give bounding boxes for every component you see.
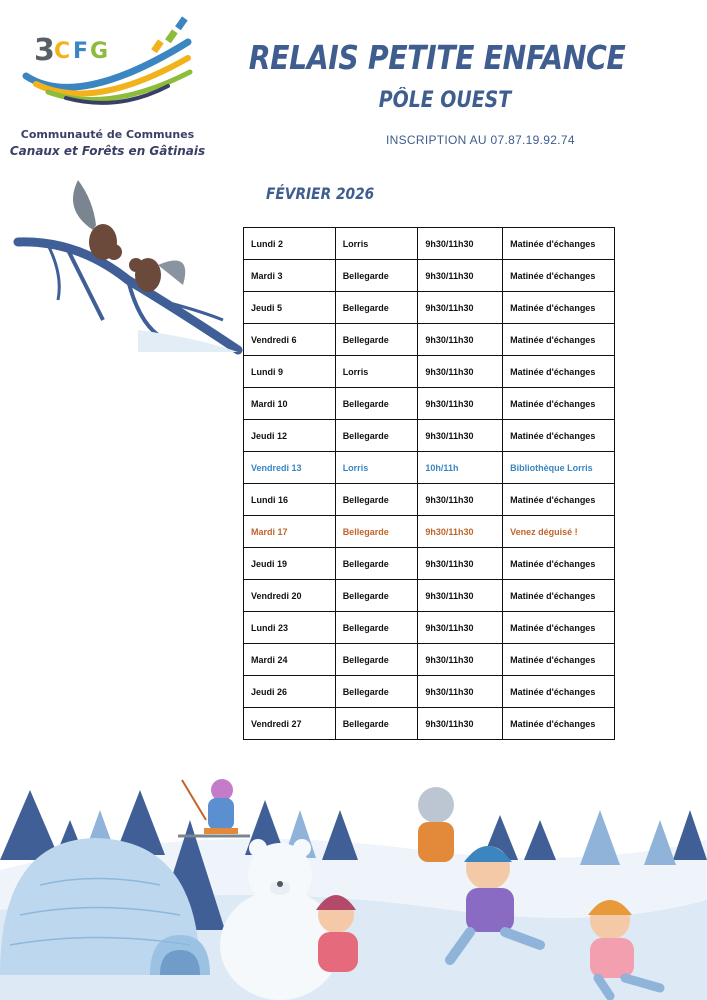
winter-scene-illustration: [0, 760, 707, 1000]
place-cell: Bellegarde: [335, 388, 418, 420]
day-cell: Lundi 9: [244, 356, 336, 388]
time-cell: 9h30/11h30: [418, 484, 503, 516]
day-cell: Vendredi 20: [244, 580, 336, 612]
day-cell: Jeudi 12: [244, 420, 336, 452]
time-cell: 9h30/11h30: [418, 676, 503, 708]
community-name-line1: Communauté de Communes: [20, 128, 195, 141]
table-row: [244, 388, 615, 420]
svg-text:3: 3: [34, 33, 55, 68]
place-cell: Bellegarde: [335, 548, 418, 580]
place-cell: Bellegarde: [335, 708, 418, 740]
place-cell: Bellegarde: [335, 420, 418, 452]
schedule-table: [243, 227, 615, 740]
time-cell: 9h30/11h30: [418, 516, 503, 548]
community-name-line2: Canaux et Forêts en Gâtinais: [9, 144, 206, 158]
time-cell: 9h30/11h30: [418, 644, 503, 676]
activity-cell: Matinée d'échanges: [503, 324, 615, 356]
time-cell: 9h30/11h30: [418, 548, 503, 580]
table-row: [244, 548, 615, 580]
day-cell: Jeudi 26: [244, 676, 336, 708]
table-row: [244, 356, 615, 388]
svg-text:F: F: [73, 39, 89, 64]
place-cell: Bellegarde: [335, 612, 418, 644]
place-cell: Bellegarde: [335, 292, 418, 324]
table-row: [244, 484, 615, 516]
day-cell: Vendredi 13: [244, 452, 336, 484]
time-cell: 9h30/11h30: [418, 420, 503, 452]
inscription-phone: INSCRIPTION AU 07.87.19.92.74: [386, 133, 575, 147]
table-row: [244, 324, 615, 356]
place-cell: Bellegarde: [335, 676, 418, 708]
table-row: [244, 644, 615, 676]
activity-cell: Matinée d'échanges: [503, 708, 615, 740]
day-cell: Vendredi 6: [244, 324, 336, 356]
place-cell: Bellegarde: [335, 484, 418, 516]
table-row: [244, 708, 615, 740]
activity-cell: Matinée d'échanges: [503, 548, 615, 580]
time-cell: 9h30/11h30: [418, 228, 503, 260]
activity-cell: Venez déguisé !: [503, 516, 615, 548]
table-row: [244, 612, 615, 644]
time-cell: 9h30/11h30: [418, 260, 503, 292]
activity-cell: Matinée d'échanges: [503, 260, 615, 292]
time-cell: 9h30/11h30: [418, 324, 503, 356]
day-cell: Lundi 2: [244, 228, 336, 260]
time-cell: 9h30/11h30: [418, 708, 503, 740]
day-cell: Mardi 17: [244, 516, 336, 548]
activity-cell: Matinée d'échanges: [503, 580, 615, 612]
day-cell: Mardi 24: [244, 644, 336, 676]
table-row: [244, 228, 615, 260]
place-cell: Bellegarde: [335, 324, 418, 356]
time-cell: 9h30/11h30: [418, 356, 503, 388]
place-cell: Bellegarde: [335, 516, 418, 548]
time-cell: 9h30/11h30: [418, 388, 503, 420]
activity-cell: Matinée d'échanges: [503, 676, 615, 708]
time-cell: 9h30/11h30: [418, 612, 503, 644]
time-cell: 9h30/11h30: [418, 292, 503, 324]
activity-cell: Matinée d'échanges: [503, 292, 615, 324]
time-cell: 10h/11h: [418, 452, 503, 484]
day-cell: Vendredi 27: [244, 708, 336, 740]
month-heading: FÉVRIER 2026: [266, 184, 375, 203]
day-cell: Lundi 23: [244, 612, 336, 644]
day-cell: Jeudi 19: [244, 548, 336, 580]
svg-text:G: G: [90, 39, 109, 64]
day-cell: Jeudi 5: [244, 292, 336, 324]
table-row: [244, 452, 615, 484]
activity-cell: Matinée d'échanges: [503, 388, 615, 420]
place-cell: Bellegarde: [335, 644, 418, 676]
place-cell: Lorris: [335, 452, 418, 484]
activity-cell: Matinée d'échanges: [503, 644, 615, 676]
page-subtitle: PÔLE OUEST: [378, 88, 512, 113]
day-cell: Lundi 16: [244, 484, 336, 516]
place-cell: Lorris: [335, 356, 418, 388]
table-row: [244, 292, 615, 324]
activity-cell: Matinée d'échanges: [503, 420, 615, 452]
table-row: [244, 420, 615, 452]
table-row: [244, 260, 615, 292]
activity-cell: Matinée d'échanges: [503, 356, 615, 388]
activity-cell: Matinée d'échanges: [503, 484, 615, 516]
activity-cell: Matinée d'échanges: [503, 612, 615, 644]
activity-cell: Matinée d'échanges: [503, 228, 615, 260]
table-row: [244, 676, 615, 708]
place-cell: Lorris: [335, 228, 418, 260]
time-cell: 9h30/11h30: [418, 580, 503, 612]
place-cell: Bellegarde: [335, 260, 418, 292]
day-cell: Mardi 3: [244, 260, 336, 292]
table-row: [244, 580, 615, 612]
day-cell: Mardi 10: [244, 388, 336, 420]
place-cell: Bellegarde: [335, 580, 418, 612]
activity-cell: Bibliothèque Lorris: [503, 452, 615, 484]
page-title: RELAIS PETITE ENFANCE: [248, 38, 626, 77]
svg-text:C: C: [54, 39, 71, 64]
table-row: [244, 516, 615, 548]
squirrels-on-branch-illustration: [8, 170, 243, 360]
